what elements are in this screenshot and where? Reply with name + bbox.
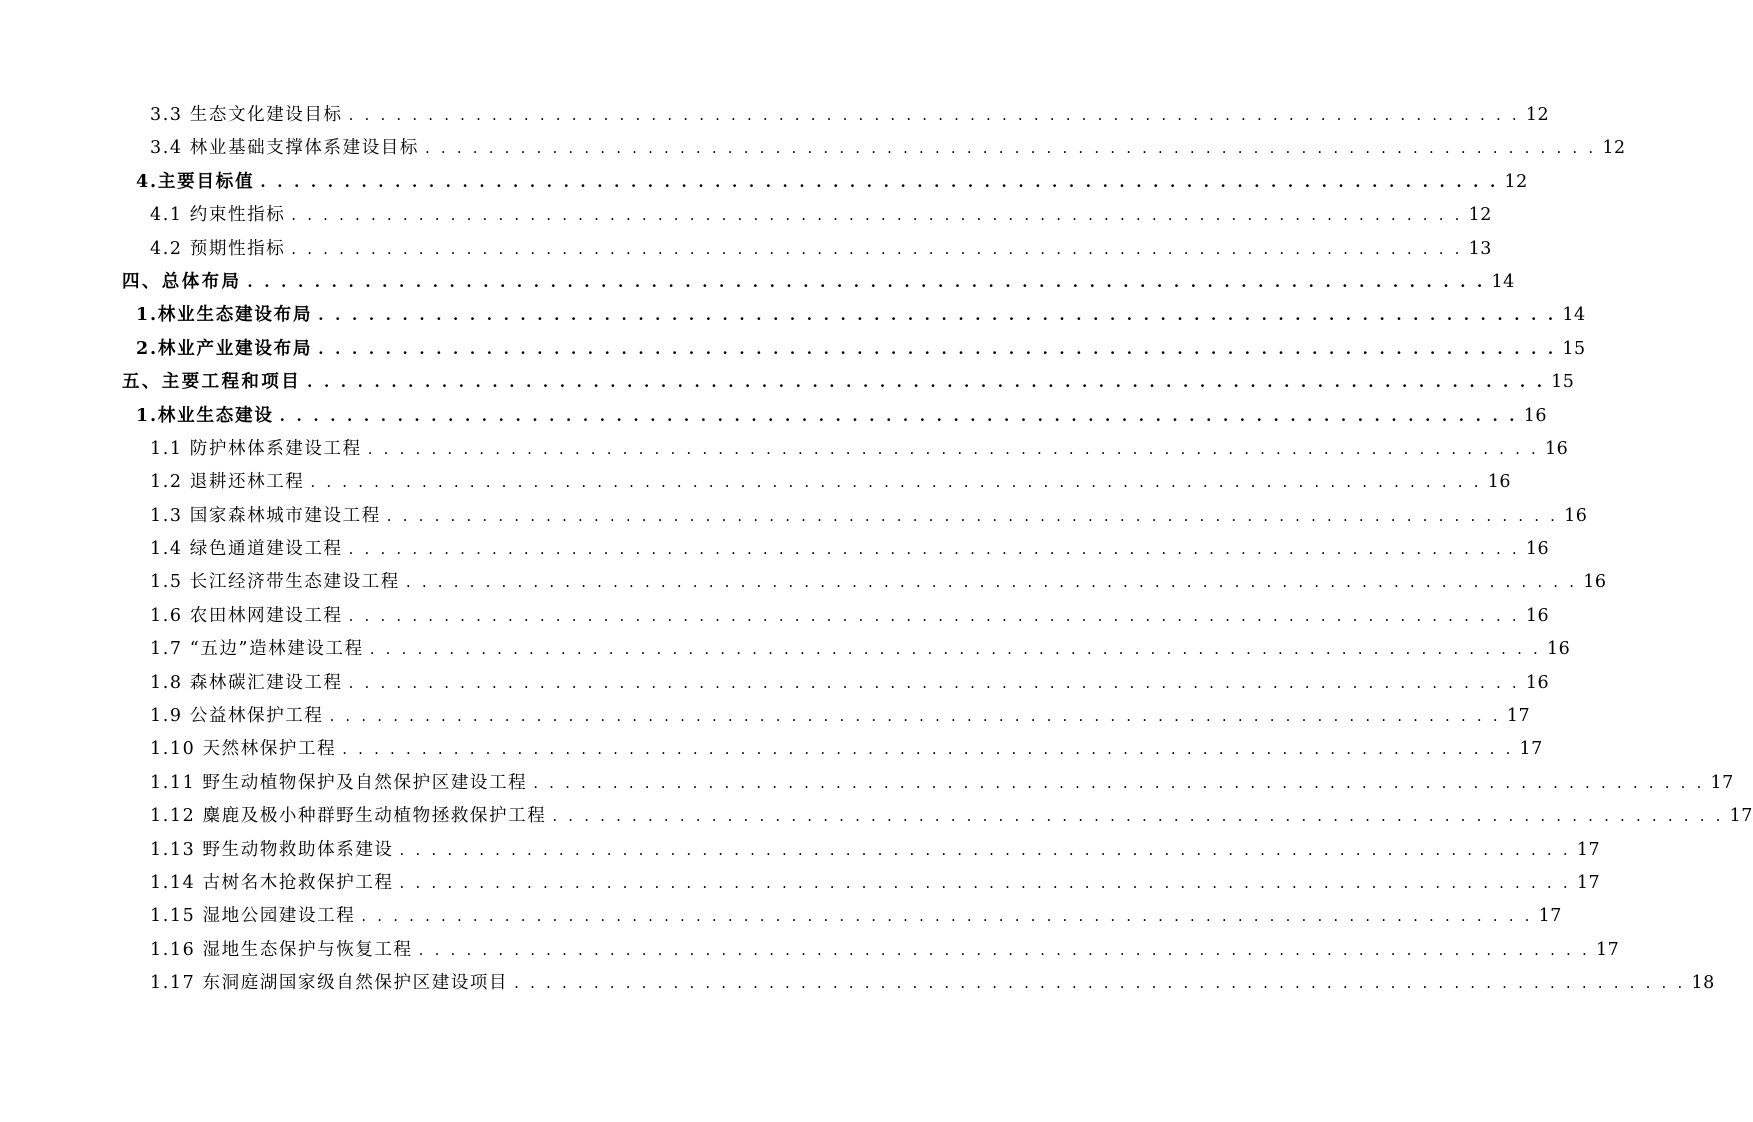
toc-leader-dots: . . . . . . . . . . . . . . . . . . . . . . . . . . . . . . . . . . . . . . . . . . . . . . . . . . . . . . . . . . . . . . . . . . . . . . . . . .	[318, 339, 1557, 358]
toc-entry[interactable]	[0, 633, 1571, 666]
toc-entry[interactable]	[0, 366, 1575, 399]
toc-entry[interactable]	[0, 834, 1601, 867]
toc-page-number: 12	[1504, 171, 1528, 192]
toc-page-number: 16	[1525, 605, 1550, 626]
toc-entry-label: 1.6 农田林网建设工程	[150, 605, 343, 626]
toc-entry-label: 1.14 古树名木抢救保护工程	[150, 872, 394, 893]
toc-page-number: 12	[1525, 105, 1550, 125]
toc-page-number: 17	[1729, 806, 1753, 827]
toc-entry-label: 4.主要目标值	[136, 171, 255, 192]
toc-leader-dots: . . . . . . . . . . . . . . . . . . . . . . . . . . . . . . . . . . . . . . . . . . . . . . . . . . . . . . . . . . . . . . . . . . . . . . . . . .	[260, 172, 1499, 191]
toc-entry[interactable]	[0, 433, 1569, 466]
toc-entry-label: 1.3 国家森林城市建设工程	[150, 505, 381, 526]
toc-page-number: 15	[1551, 372, 1575, 393]
toc-entry-label: 1.12 麋鹿及极小种群野生动植物拯救保护工程	[150, 806, 547, 827]
toc-entry[interactable]	[0, 867, 1601, 900]
toc-entry[interactable]	[0, 99, 1550, 132]
toc-entry-label: 3.3 生态文化建设目标	[150, 105, 343, 125]
toc-entry[interactable]	[0, 800, 1753, 833]
toc-leader-dots: . . . . . . . . . . . . . . . . . . . . . . . . . . . . . . . . . . . . . . . . . . . . . . . . . . . . . . . . . . . . . . . . . . . . . . . . . .	[310, 473, 1482, 492]
toc-leader-dots: . . . . . . . . . . . . . . . . . . . . . . . . . . . . . . . . . . . . . . . . . . . . . . . . . . . . . . . . . . . . . . . . . . . . . . . . . .	[405, 573, 1578, 592]
toc-entry-label: 1.2 退耕还林工程	[150, 472, 305, 493]
toc-leader-dots: . . . . . . . . . . . . . . . . . . . . . . . . . . . . . . . . . . . . . . . . . . . . . . . . . . . . . . . . . . . . . . . . . . . . . . . . . .	[418, 940, 1590, 959]
toc-entry-label: 1.5 长江经济带生态建设工程	[150, 572, 400, 593]
toc-leader-dots: . . . . . . . . . . . . . . . . . . . . . . . . . . . . . . . . . . . . . . . . . . . . . . . . . . . . . . . . . . . . . . . . . . . . . . . . . .	[329, 707, 1501, 726]
toc-entry-label: 2.林业产业建设布局	[136, 338, 313, 359]
toc-page-number: 16	[1487, 472, 1511, 493]
toc-entry-label: 1.8 森林碳汇建设工程	[150, 672, 343, 693]
toc-page-number: 15	[1562, 338, 1586, 359]
toc-entry-label: 1.16 湿地生态保护与恢复工程	[150, 939, 413, 960]
toc-entry-label: 4.1 约束性指标	[150, 205, 286, 226]
toc-entry-label: 4.2 预期性指标	[150, 238, 286, 259]
toc-entry[interactable]	[0, 600, 1550, 633]
toc-page-number: 16	[1525, 539, 1550, 560]
toc-entry[interactable]	[0, 233, 1492, 266]
toc-entry[interactable]	[0, 199, 1492, 232]
toc-entry-label: 1.9 公益林保护工程	[150, 706, 324, 727]
toc-entry[interactable]	[0, 767, 1734, 800]
toc-leader-dots: . . . . . . . . . . . . . . . . . . . . . . . . . . . . . . . . . . . . . . . . . . . . . . . . . . . . . . . . . . . . . . . . . . . . . . . . . .	[247, 272, 1486, 291]
toc-page-number: 17	[1576, 839, 1601, 860]
toc-page-number: 17	[1595, 939, 1620, 960]
toc-entry-label: 五、主要工程和项目	[122, 372, 302, 393]
toc-page-number: 17	[1519, 739, 1543, 760]
toc-leader-dots: . . . . . . . . . . . . . . . . . . . . . . . . . . . . . . . . . . . . . . . . . . . . . . . . . . . . . . . . . . . . . . . . . . . . . . . . . .	[399, 873, 1571, 892]
toc-entry[interactable]	[0, 934, 1620, 967]
toc-entry-label: 1.11 野生动植物保护及自然保护区建设工程	[150, 772, 528, 793]
toc-leader-dots: . . . . . . . . . . . . . . . . . . . . . . . . . . . . . . . . . . . . . . . . . . . . . . . . . . . . . . . . . . . . . . . . . . . . . . . . . .	[291, 206, 1463, 225]
toc-entry[interactable]	[0, 967, 1715, 1000]
toc-leader-dots: . . . . . . . . . . . . . . . . . . . . . . . . . . . . . . . . . . . . . . . . . . . . . . . . . . . . . . . . . . . . . . . . . . . . . . . . . .	[361, 907, 1533, 926]
toc-entry-label: 1.15 湿地公园建设工程	[150, 906, 356, 927]
toc-leader-dots: . . . . . . . . . . . . . . . . . . . . . . . . . . . . . . . . . . . . . . . . . . . . . . . . . . . . . . . . . . . . . . . . . . . . . . . . . .	[367, 439, 1540, 458]
toc-entry[interactable]	[0, 500, 1588, 533]
toc-entry[interactable]	[0, 533, 1550, 566]
toc-entry[interactable]	[0, 333, 1586, 366]
toc-page-number: 16	[1583, 572, 1607, 593]
toc-leader-dots: . . . . . . . . . . . . . . . . . . . . . . . . . . . . . . . . . . . . . . . . . . . . . . . . . . . . . . . . . . . . . . . . . . . . . . . . . .	[369, 640, 1541, 659]
toc-entry[interactable]	[0, 266, 1515, 299]
toc-leader-dots: . . . . . . . . . . . . . . . . . . . . . . . . . . . . . . . . . . . . . . . . . . . . . . . . . . . . . . . . . . . . . . . . . . . . . . . . . .	[348, 106, 1520, 124]
toc-leader-dots: . . . . . . . . . . . . . . . . . . . . . . . . . . . . . . . . . . . . . . . . . . . . . . . . . . . . . . . . . . . . . . . . . . . . . . . . . .	[291, 239, 1463, 258]
toc-page-number: 18	[1691, 973, 1715, 994]
toc-page-number: 17	[1710, 772, 1734, 793]
toc-entry-label: 1.10 天然林保护工程	[150, 739, 337, 760]
toc-leader-dots: . . . . . . . . . . . . . . . . . . . . . . . . . . . . . . . . . . . . . . . . . . . . . . . . . . . . . . . . . . . . . . . . . . . . . . . . . .	[425, 139, 1597, 158]
toc-page-number: 17	[1506, 706, 1531, 727]
toc-leader-dots: . . . . . . . . . . . . . . . . . . . . . . . . . . . . . . . . . . . . . . . . . . . . . . . . . . . . . . . . . . . . . . . . . . . . . . . . . .	[348, 673, 1520, 692]
toc-page-number: 13	[1468, 238, 1492, 259]
toc-page-number: 16	[1523, 405, 1548, 426]
toc-entry[interactable]	[0, 700, 1531, 733]
table-of-contents	[0, 99, 1753, 1001]
toc-page-number: 12	[1602, 138, 1626, 159]
toc-entry[interactable]	[0, 466, 1511, 499]
toc-entry[interactable]	[0, 166, 1528, 199]
toc-entry[interactable]	[0, 667, 1550, 700]
toc-entry-label: 1.林业生态建设布局	[136, 305, 313, 326]
toc-page-number: 17	[1538, 906, 1562, 927]
toc-leader-dots: . . . . . . . . . . . . . . . . . . . . . . . . . . . . . . . . . . . . . . . . . . . . . . . . . . . . . . . . . . . . . . . . . . . . . . . . . .	[386, 506, 1559, 525]
toc-entry-label: 3.4 林业基础支撑体系建设目标	[150, 138, 419, 159]
toc-page-number: 16	[1545, 438, 1569, 459]
toc-leader-dots: . . . . . . . . . . . . . . . . . . . . . . . . . . . . . . . . . . . . . . . . . . . . . . . . . . . . . . . . . . . . . . . . . . . . . . . . . .	[348, 540, 1520, 559]
toc-leader-dots: . . . . . . . . . . . . . . . . . . . . . . . . . . . . . . . . . . . . . . . . . . . . . . . . . . . . . . . . . . . . . . . . . . . . . . . . . .	[342, 740, 1514, 759]
toc-page-number: 16	[1547, 639, 1571, 660]
toc-entry[interactable]	[0, 900, 1562, 933]
toc-leader-dots: . . . . . . . . . . . . . . . . . . . . . . . . . . . . . . . . . . . . . . . . . . . . . . . . . . . . . . . . . . . . . . . . . . . . . . . . . .	[348, 606, 1520, 625]
toc-entry-label: 1.13 野生动物救助体系建设	[150, 839, 394, 860]
toc-leader-dots: . . . . . . . . . . . . . . . . . . . . . . . . . . . . . . . . . . . . . . . . . . . . . . . . . . . . . . . . . . . . . . . . . . . . . . . . . .	[533, 773, 1705, 792]
toc-page-number: 16	[1564, 505, 1588, 526]
toc-entry-label: 1.4 绿色通道建设工程	[150, 539, 343, 560]
toc-leader-dots: . . . . . . . . . . . . . . . . . . . . . . . . . . . . . . . . . . . . . . . . . . . . . . . . . . . . . . . . . . . . . . . . . . . . . . . . . .	[399, 840, 1571, 859]
toc-page-number: 14	[1562, 305, 1586, 326]
toc-entry[interactable]	[0, 132, 1626, 165]
toc-page-number: 16	[1525, 672, 1550, 693]
toc-entry-label: 1.1 防护林体系建设工程	[150, 438, 362, 459]
toc-entry[interactable]	[0, 400, 1548, 433]
toc-entry[interactable]	[0, 566, 1607, 599]
toc-leader-dots: . . . . . . . . . . . . . . . . . . . . . . . . . . . . . . . . . . . . . . . . . . . . . . . . . . . . . . . . . . . . . . . . . . . . . . . . . .	[279, 406, 1518, 425]
toc-page-number: 14	[1491, 271, 1515, 292]
toc-entry-label: 1.17 东洞庭湖国家级自然保护区建设项目	[150, 973, 509, 994]
toc-leader-dots: . . . . . . . . . . . . . . . . . . . . . . . . . . . . . . . . . . . . . . . . . . . . . . . . . . . . . . . . . . . . . . . . . . . . . . . . . .	[514, 974, 1686, 993]
toc-entry-label: 四、总体布局	[122, 271, 242, 292]
toc-entry[interactable]	[0, 299, 1586, 332]
toc-entry-label: 1.7 “五边”造林建设工程	[150, 639, 364, 660]
toc-leader-dots: . . . . . . . . . . . . . . . . . . . . . . . . . . . . . . . . . . . . . . . . . . . . . . . . . . . . . . . . . . . . . . . . . . . . . . . . . .	[307, 373, 1546, 392]
toc-page-number: 12	[1468, 205, 1492, 226]
toc-page-number: 17	[1576, 872, 1601, 893]
toc-leader-dots: . . . . . . . . . . . . . . . . . . . . . . . . . . . . . . . . . . . . . . . . . . . . . . . . . . . . . . . . . . . . . . . . . . . . . . . . . .	[318, 306, 1557, 325]
toc-entry[interactable]	[0, 733, 1543, 766]
toc-leader-dots: . . . . . . . . . . . . . . . . . . . . . . . . . . . . . . . . . . . . . . . . . . . . . . . . . . . . . . . . . . . . . . . . . . . . . . . . . .	[552, 807, 1724, 826]
toc-entry-label: 1.林业生态建设	[136, 405, 274, 426]
